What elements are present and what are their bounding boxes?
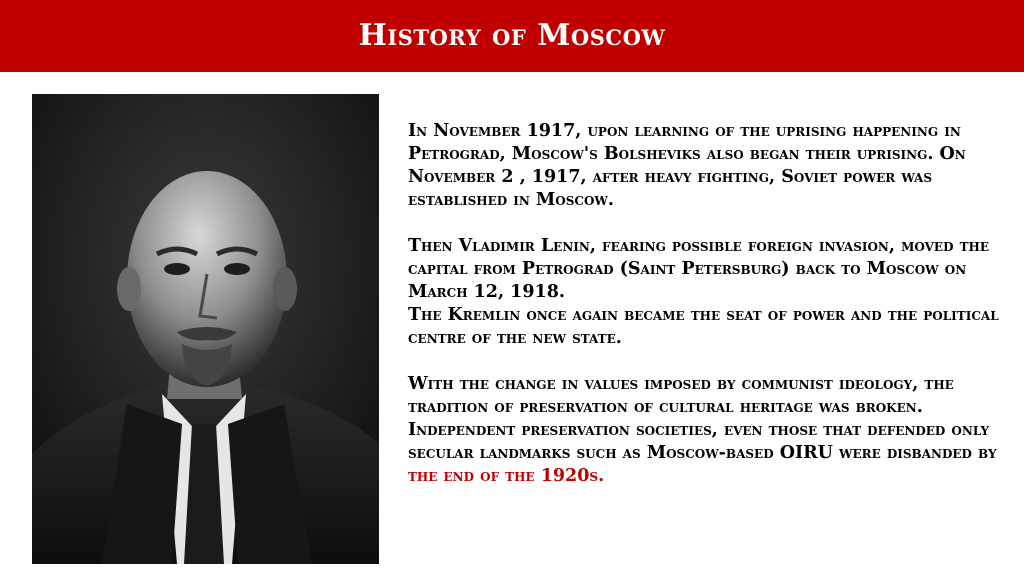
highlighted-date-text: the end of the 1920s. — [408, 466, 605, 486]
paragraph-2-part-b: The Kremlin once again became the seat of power and the political centre of the new state. — [408, 305, 999, 348]
title-bar — [0, 0, 1024, 72]
paragraph-3-text: With the change in values imposed by communist ideology, the tradition of preservation of cultural heritage was broken. Independent preservation societies, even those that defended only secular landmarks such as Moscow-based OIRU were disbanded by — [408, 374, 997, 463]
paragraph-3 — [408, 373, 1008, 488]
portrait-photo-icon — [32, 94, 379, 564]
paragraph-1: In November 1917, upon learning of the uprising happening in Petrograd, Moscow's Bolsheviks also began their uprising. On November 2 , 1917, after heavy fighting, Soviet power was established in Moscow. — [408, 121, 966, 210]
paragraph-2 — [408, 235, 1008, 350]
portrait-photo — [32, 94, 379, 564]
paragraph-2-part-a: Then Vladimir Lenin, fearing possible foreign invasion, moved the capital from Petrograd (Saint Petersburg) back to Moscow on March 12, 1918. — [408, 236, 989, 302]
history-text — [408, 120, 1008, 511]
page-title: History of Moscow — [358, 17, 666, 53]
